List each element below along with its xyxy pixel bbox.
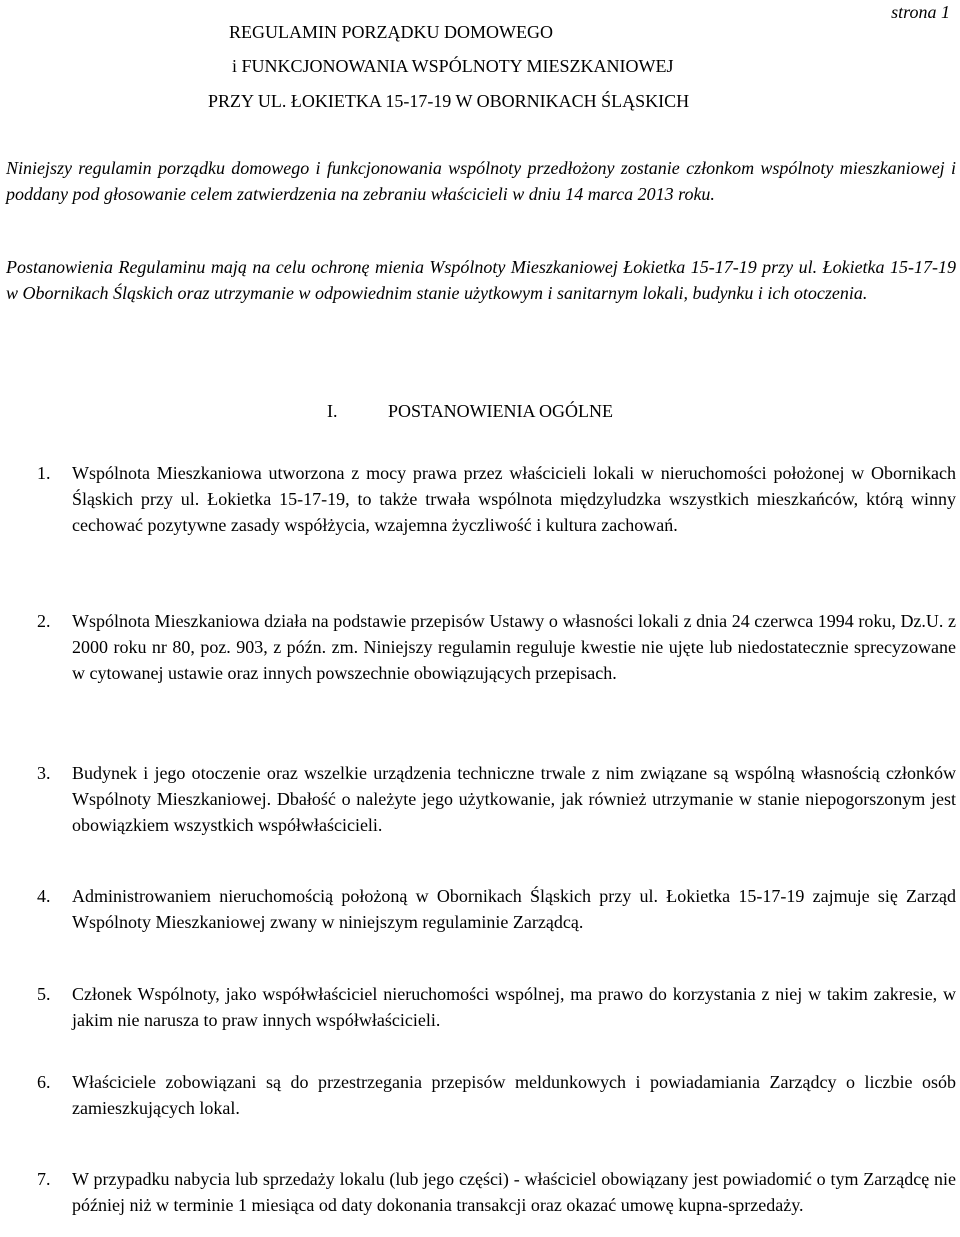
list-item-text: W przypadku nabycia lub sprzedaży lokalu (lub jego części) - właściciel obowiązany jest powiadomić o tym Zarządcę nie później niż w terminie 1 miesiąca od daty dokonania transakcji oraz okazać umowę kupna-sprzedaży. — [72, 1169, 956, 1215]
list-item — [37, 608, 956, 686]
list-item — [37, 760, 956, 838]
intro-paragraph-1: Niniejszy regulamin porządku domowego i funkcjonowania wspólnoty przedłożony zostanie członkom wspólnoty mieszkaniowej i poddany pod głosowanie celem zatwierdzenia na zebraniu właścicieli w dniu 14 marca 2013 roku. — [6, 158, 956, 204]
list-item-number: 6. — [37, 1072, 51, 1092]
list-item — [37, 1166, 956, 1218]
list-item — [37, 460, 956, 538]
list-item-text: Właściciele zobowiązani są do przestrzegania przepisów meldunkowych i powiadamiania Zarządcy o liczbie osób zamieszkujących lokal. — [72, 1072, 956, 1118]
title-line-1: REGULAMIN PORZĄDKU DOMOWEGO — [229, 22, 553, 42]
list-item — [37, 981, 956, 1033]
section-heading — [327, 401, 613, 422]
list-item — [37, 1069, 956, 1121]
section-number: I. — [327, 401, 338, 421]
list-item-number: 2. — [37, 611, 51, 631]
list-item-number: 7. — [37, 1169, 51, 1189]
page-number: strona 1 — [891, 2, 950, 22]
section-title: POSTANOWIENIA OGÓLNE — [388, 401, 614, 421]
list-item-text: Członek Wspólnoty, jako współwłaściciel nieruchomości wspólnej, ma prawo do korzystania z niej w takim zakresie, w jakim nie narusza to praw innych współwłaścicieli. — [72, 984, 956, 1030]
list-item-text: Wspólnota Mieszkaniowa utworzona z mocy prawa przez właścicieli lokali w nieruchomości położonej w Obornikach Śląskich przy ul. Łokietka 15-17-19, to także trwała wspólnota międzyludzka wszystkich mieszkańców, którą winny cechować pozytywne zasady współżycia, wzajemna życzliwość i kultura zachowań. — [72, 463, 956, 535]
title-line-2: i FUNKCJONOWANIA WSPÓLNOTY MIESZKANIOWEJ — [232, 56, 674, 76]
list-item-number: 1. — [37, 463, 51, 483]
list-item-text: Wspólnota Mieszkaniowa działa na podstawie przepisów Ustawy o własności lokali z dnia 24 czerwca 1994 roku, Dz.U. z 2000 roku nr 80, poz. 903, z późn. zm. Niniejszy regulamin reguluje kwestie nie ujęte lub niedostatecznie sprecyzowane w cytowanej ustawie oraz innych powszechnie obowiązujących przepisach. — [72, 611, 956, 683]
list-item-text: Administrowaniem nieruchomością położoną w Obornikach Śląskich przy ul. Łokietka 15-17-19 zajmuje się Zarząd Wspólnoty Mieszkaniowej zwany w niniejszym regulaminie Zarządcą. — [72, 886, 956, 932]
intro-paragraph-2: Postanowienia Regulaminu mają na celu ochronę mienia Wspólnoty Mieszkaniowej Łokietka 15-17-19 przy ul. Łokietka 15-17-19 w Obornikach Śląskich oraz utrzymanie w odpowiednim stanie użytkowym i sanitarnym lokali, budynku i ich otoczenia. — [6, 257, 956, 303]
list-item — [37, 883, 956, 935]
title-line-3: PRZY UL. ŁOKIETKA 15-17-19 W OBORNIKACH ŚLĄSKICH — [208, 91, 690, 111]
list-item-number: 5. — [37, 984, 51, 1004]
list-item-text: Budynek i jego otoczenie oraz wszelkie urządzenia techniczne trwale z nim związane są wspólną własnością członków Wspólnoty Mieszkaniowej. Dbałość o należyte jego użytkowanie, jak również utrzymanie w stanie niepogorszonym jest obowiązkiem wszystkich współwłaścicieli. — [72, 763, 956, 835]
list-item-number: 3. — [37, 763, 51, 783]
list-item-number: 4. — [37, 886, 51, 906]
